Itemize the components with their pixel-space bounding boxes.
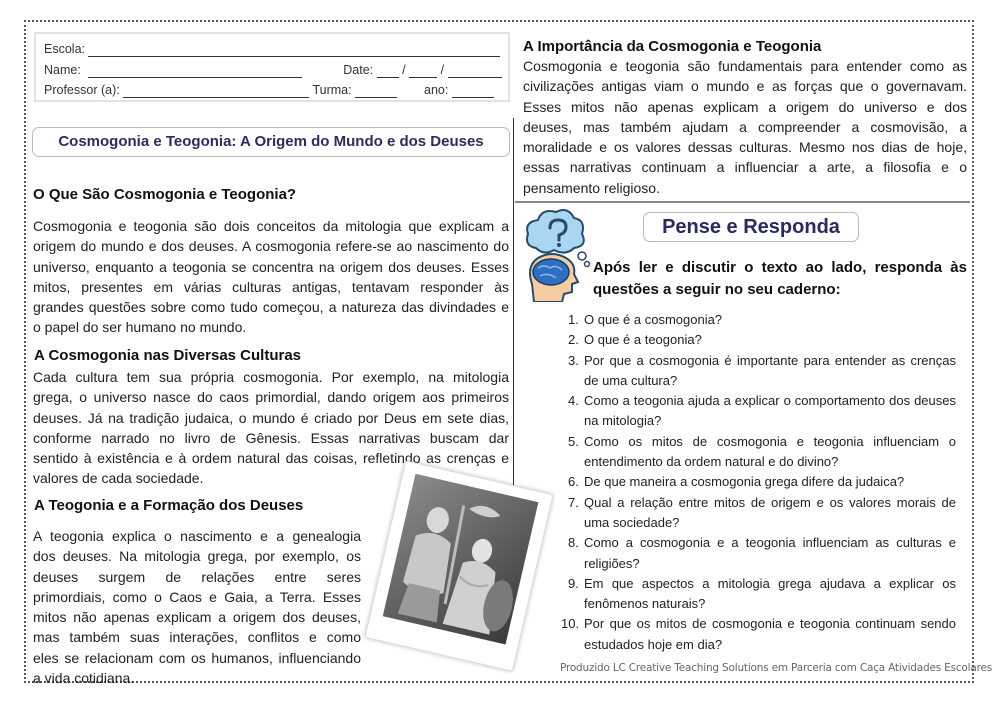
text-line: deuses surgem de relações entre seres [33, 568, 361, 585]
text-line: dos deuses. Na mitologia grega, por exemplo, os [33, 548, 361, 565]
section-body [33, 216, 509, 338]
text-line: civilizações antigas viam o mundo e as forças que o governavam. [523, 78, 967, 95]
section-heading: A Importância da Cosmogonia e Teogonia [523, 38, 822, 55]
text-line: conforme narrado no livro de Gênesis. Essas narrativas buscam dar [33, 429, 509, 446]
escola-field[interactable] [88, 44, 500, 57]
text-line: deuses, mas também ajudam a compreender a cosmovisão, a [523, 118, 967, 135]
text-line: pensamento religioso. [523, 179, 660, 196]
text-line: grega, o universo nasce do caos primordial, dando origem aos primeiros [33, 389, 509, 406]
text-line: mitos, presentes em várias culturas antigas, tentavam responder às [33, 278, 509, 295]
question-item: 4. Como a teogonia ajuda a explicar o comportamento dos deuses na mitologia? [568, 393, 956, 429]
question-item: 6. De que maneira a cosmogonia grega difere da judaica? [568, 474, 905, 490]
question-item: 7. Qual a relação entre mitos de origem e os valores morais de uma sociedade? [568, 494, 956, 530]
text-line: grandes questões sobre como tudo começou, a natureza das divindades e [33, 299, 509, 316]
section-heading: O Que São Cosmogonia e Teogonia? [33, 186, 297, 203]
question-text: Como a cosmogonia e a teogonia influenciam as culturas e religiões? [584, 535, 956, 571]
text-line: deuses. Já na tradição judaica, o mundo é criado por Deus em sete dias, [33, 409, 509, 426]
text-line: origem do mundo e dos deuses. A cosmogonia refere-se ao nascimento do [33, 238, 509, 255]
activity-instruction: Após ler e discutir o texto ao lado, responda às questões a seguir no seu caderno: [593, 259, 967, 298]
text-line: A teogonia explica o nascimento e a genealogia [33, 528, 361, 544]
text-line: o papel do ser humano no mundo. [33, 319, 247, 336]
section-heading: A Cosmogonia nas Diversas Culturas [34, 347, 302, 364]
section-heading: A Teogonia e a Formação dos Deuses [34, 497, 304, 514]
question-text: Qual a relação entre mitos de origem e os valores morais de uma sociedade? [584, 494, 956, 530]
date-month-field[interactable] [409, 65, 437, 78]
date-year-field[interactable] [448, 65, 502, 78]
date-separator: / [440, 63, 445, 77]
ano-field[interactable] [452, 85, 494, 98]
text-line: eles se relacionam com os humanos, influenciando [33, 649, 361, 666]
question-item: 5. Como os mitos de cosmogonia e teogonia influenciam o entendimento da ordem natural e do divino? [568, 433, 956, 470]
section-divider [515, 201, 970, 203]
section-body [33, 526, 361, 688]
name-label: Name: [44, 63, 81, 77]
question-text: Por que a cosmogonia é importante para entender as crenças de uma cultura? [584, 352, 956, 388]
escola-label: Escola: [44, 42, 85, 56]
date-label: Date: [343, 63, 374, 77]
text-line: essas narrativas continuam a influenciar a arte, a filosofia e o [523, 159, 967, 176]
question-item: 1. O que é a cosmogonia? [568, 312, 723, 327]
professor-field[interactable] [123, 85, 309, 98]
text-line: primordiais, como o Caos e Gaia, a Terra. Esses [33, 588, 361, 605]
text-line: moralidade e os valores dessas culturas. Mesmo nos dias de hoje, [523, 139, 967, 156]
text-line: Cada cultura tem sua própria cosmogonia. Por exemplo, na mitologia [33, 369, 509, 385]
section-body [523, 56, 967, 198]
page-title: Cosmogonia e Teogonia: A Origem do Mundo e dos Deuses [32, 127, 510, 157]
column-divider [513, 118, 514, 496]
greek-gods-sculpture-image [383, 474, 539, 645]
text-line: mas também suas interações, conflitos e como [33, 629, 361, 646]
text-line: Esses mitos não apenas explicam a origem do universo e dos [523, 98, 967, 115]
question-item: 8. Como a cosmogonia e a teogonia influenciam as culturas e religiões? [568, 535, 956, 571]
name-field[interactable] [88, 65, 302, 78]
date-day-field[interactable] [377, 65, 399, 78]
professor-label: Professor (a): [44, 83, 120, 97]
text-line: a vida cotidiana. [33, 670, 135, 687]
footer-credit: Produzido LC Creative Teaching Solutions em Parceria com Caça Atividades Escolares [560, 662, 993, 674]
question-text: Como a teogonia ajuda a explicar o comportamento dos deuses na mitologia? [584, 393, 956, 429]
question-item: 2. O que é a teogonia? [568, 332, 702, 348]
question-text: Em que aspectos a mitologia grega ajudava a explicar os fenômenos naturais? [584, 575, 956, 612]
text-line: universo, enquanto a teogonia se concentra na origem dos deuses. Esses [33, 258, 509, 275]
question-text: O que é a teogonia? [584, 332, 702, 348]
turma-field[interactable] [355, 85, 397, 98]
ano-label: ano: [424, 83, 449, 97]
text-line: valores de cada sociedade. [33, 470, 204, 487]
text-line: sentido à existência e à ordem natural das coisas, refletindo as crenças e [33, 450, 509, 467]
question-list [561, 310, 956, 655]
question-item: 3. Por que a cosmogonia é importante para entender as crenças de uma cultura? [568, 352, 956, 388]
question-item: 9. Em que aspectos a mitologia grega ajudava a explicar os fenômenos naturais? [568, 575, 956, 612]
text-line: mitos não apenas explicam a origem dos deuses, [33, 609, 361, 626]
text-line: Cosmogonia e teogonia são dois conceitos da mitologia que explicam a [33, 218, 509, 234]
question-text: De que maneira a cosmogonia grega difere da judaica? [584, 474, 905, 490]
activity-title: Pense e Responda [643, 212, 859, 242]
thinking-head-icon [522, 206, 594, 302]
text-line: Cosmogonia e teogonia são fundamentais para entender como as [523, 58, 967, 74]
question-text: Por que os mitos de cosmogonia e teogonia continuam sendo estudados hoje em dia? [584, 616, 956, 652]
question-text: O que é a cosmogonia? [584, 312, 723, 327]
turma-label: Turma: [312, 83, 352, 97]
question-item: 10. Por que os mitos de cosmogonia e teogonia continuam sendo estudados hoje em dia? [561, 616, 956, 652]
date-separator: / [402, 63, 406, 77]
student-info-box [34, 32, 510, 102]
question-text: Como os mitos de cosmogonia e teogonia influenciam o entendimento da ordem natural e do divino? [584, 433, 956, 470]
